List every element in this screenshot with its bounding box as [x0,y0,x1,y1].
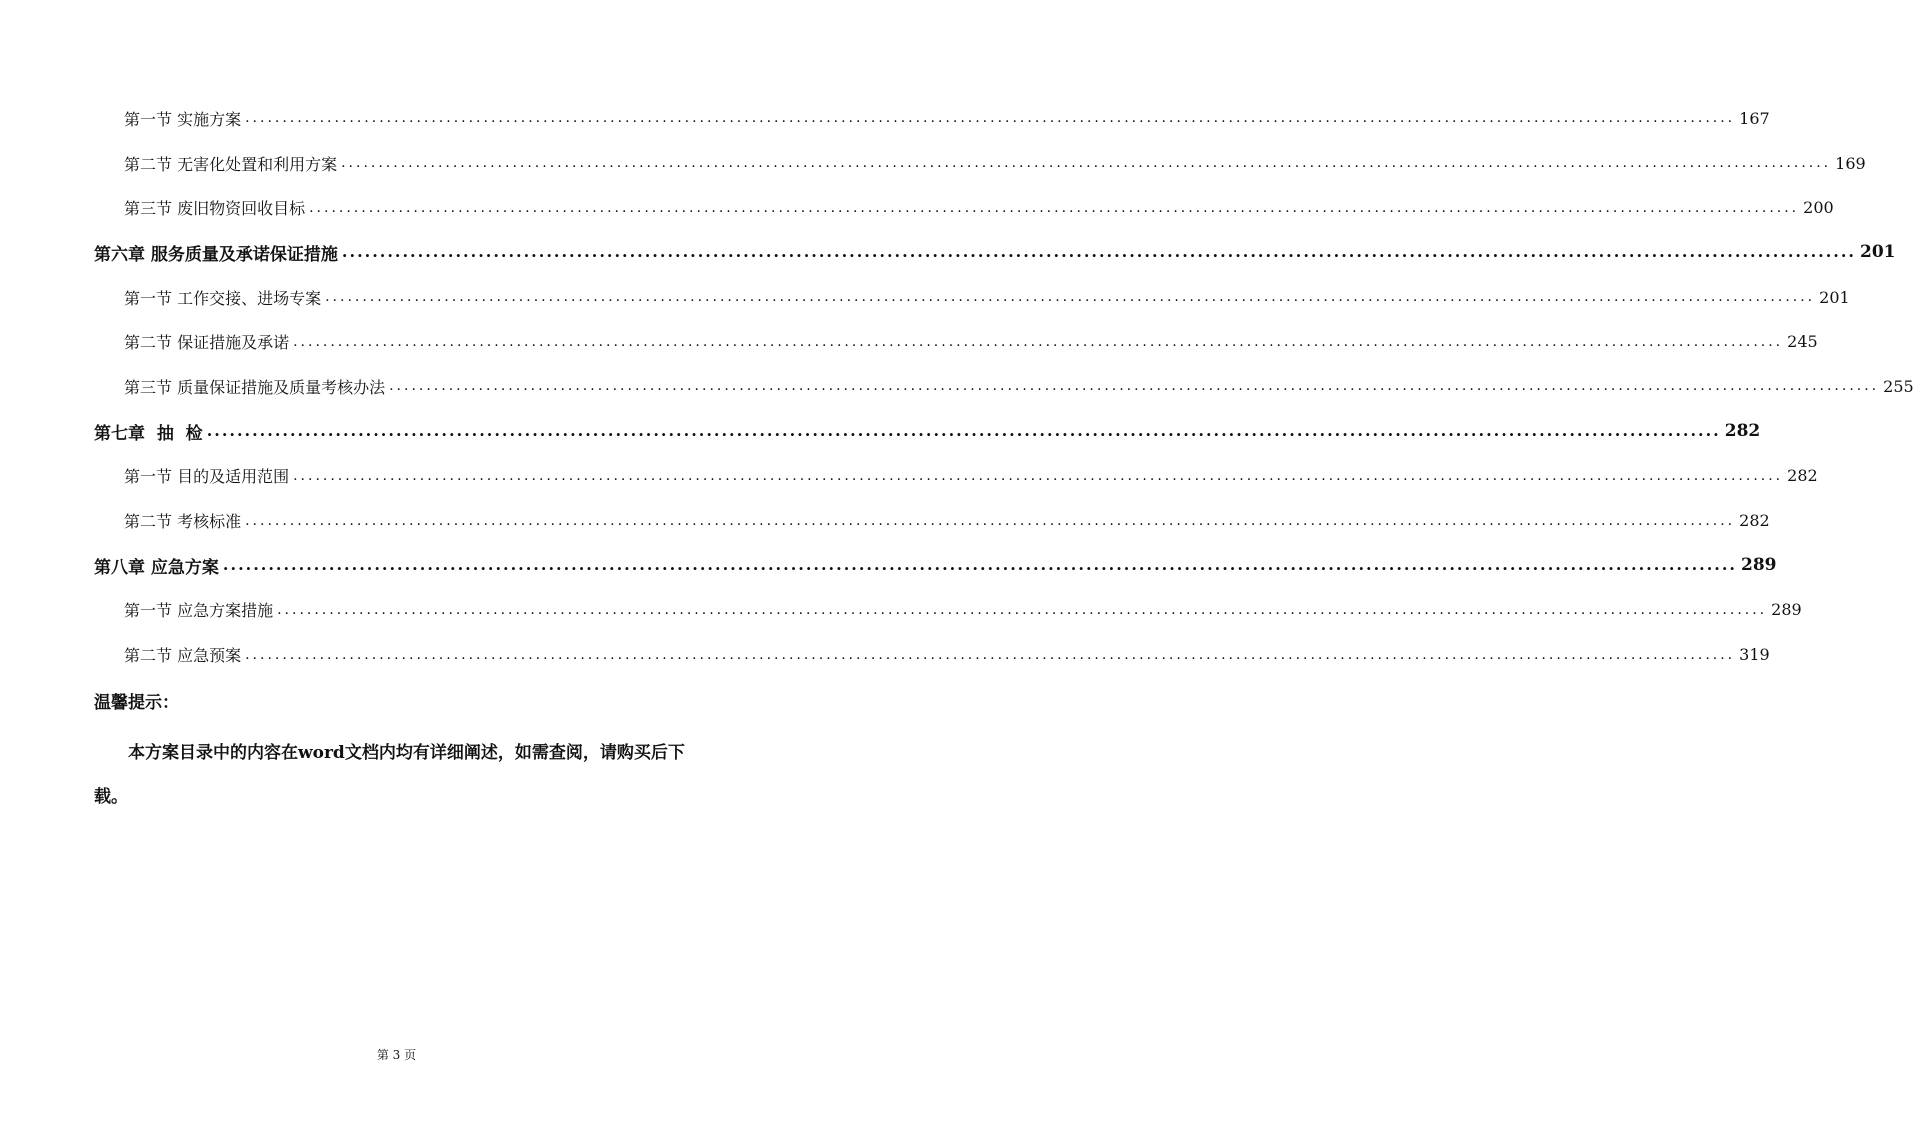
toc-dot-leader: ........................................................................................................................................................................................................ [389,378,1880,395]
toc-dot-leader: ........................................................................................................................................................................................................ [245,646,1736,663]
toc-entry-label: 第二节 应急预案 [124,646,242,666]
toc-dot-leader: ........................................................................................................................................................................................................ [245,110,1736,127]
toc-entry-page: 282 [1787,466,1818,486]
notice-title: 温馨提示： [94,693,179,713]
toc-dot-leader: ........................................................................................................................................................................................................ [206,421,1721,441]
toc-dot-leader: ........................................................................................................................................................................................................ [245,512,1736,529]
toc-chapter-entry[interactable] [0,543,1777,588]
toc-entry[interactable] [0,364,1914,409]
toc-chapter-entry[interactable] [0,230,1896,275]
toc-entry-label: 第一节 工作交接、进场专案 [124,288,322,308]
toc-entry[interactable] [0,275,1850,320]
toc-chapter-page: 201 [1859,242,1896,263]
toc-entry[interactable] [0,319,1818,364]
toc-dot-leader: ........................................................................................................................................................................................................ [293,467,1784,484]
toc-dot-leader: ........................................................................................................................................................................................................ [293,333,1784,350]
toc-entry-page: 245 [1787,332,1818,352]
toc-chapter-label: 第七章 抽 检 [94,423,203,444]
toc-dot-leader: ........................................................................................................................................................................................................ [222,555,1737,575]
toc-dot-leader: ........................................................................................................................................................................................................ [341,242,1856,262]
toc-entry-label: 第一节 目的及适用范围 [124,467,290,487]
toc-entry-label: 第二节 保证措施及承诺 [124,333,290,353]
toc-entry[interactable] [0,96,1770,141]
toc-entry[interactable] [0,454,1818,499]
toc-entry-page: 200 [1803,198,1834,218]
toc-entry[interactable] [0,141,1866,186]
toc-entry-label: 第二节 无害化处置和利用方案 [124,154,338,174]
toc-chapter-page: 282 [1724,421,1761,442]
toc-entry-label: 第三节 废旧物资回收目标 [124,199,306,219]
toc-entry-page: 169 [1835,153,1866,173]
toc-chapter-page: 289 [1740,555,1777,576]
toc-entry-page: 289 [1771,600,1802,620]
toc-entry-label: 第一节 实施方案 [124,109,242,129]
toc-entry-label: 第一节 应急方案措施 [124,601,274,621]
toc-entry-page: 255 [1883,376,1914,396]
toc-dot-leader: ........................................................................................................................................................................................................ [309,199,1800,216]
toc-dot-leader: ........................................................................................................................................................................................................ [277,601,1768,618]
toc-dot-leader: ........................................................................................................................................................................................................ [341,155,1832,172]
toc-entry[interactable] [0,185,1834,230]
page-number: 第 3 页 [376,1048,417,1062]
toc-entry-label: 第三节 质量保证措施及质量考核办法 [124,377,386,397]
notice-body: 本方案目录中的内容在word文档内均有详细阐述，如需查阅，请购买后下载。 [94,743,685,807]
toc-entry-page: 319 [1739,645,1770,665]
toc-entry-page: 167 [1739,108,1770,128]
toc-entry[interactable] [0,632,1770,677]
toc-chapter-label: 第八章 应急方案 [94,557,219,578]
toc-dot-leader: ........................................................................................................................................................................................................ [325,289,1816,306]
toc-entry-label: 第二节 考核标准 [124,512,242,532]
toc-entry-page: 282 [1739,511,1770,531]
toc-entry-page: 201 [1819,287,1850,307]
toc-entry[interactable] [0,498,1770,543]
toc-chapter-label: 第六章 服务质量及承诺保证措施 [94,244,338,265]
table-of-contents [0,96,1914,677]
toc-chapter-entry[interactable] [0,409,1761,454]
toc-entry[interactable] [0,588,1802,633]
